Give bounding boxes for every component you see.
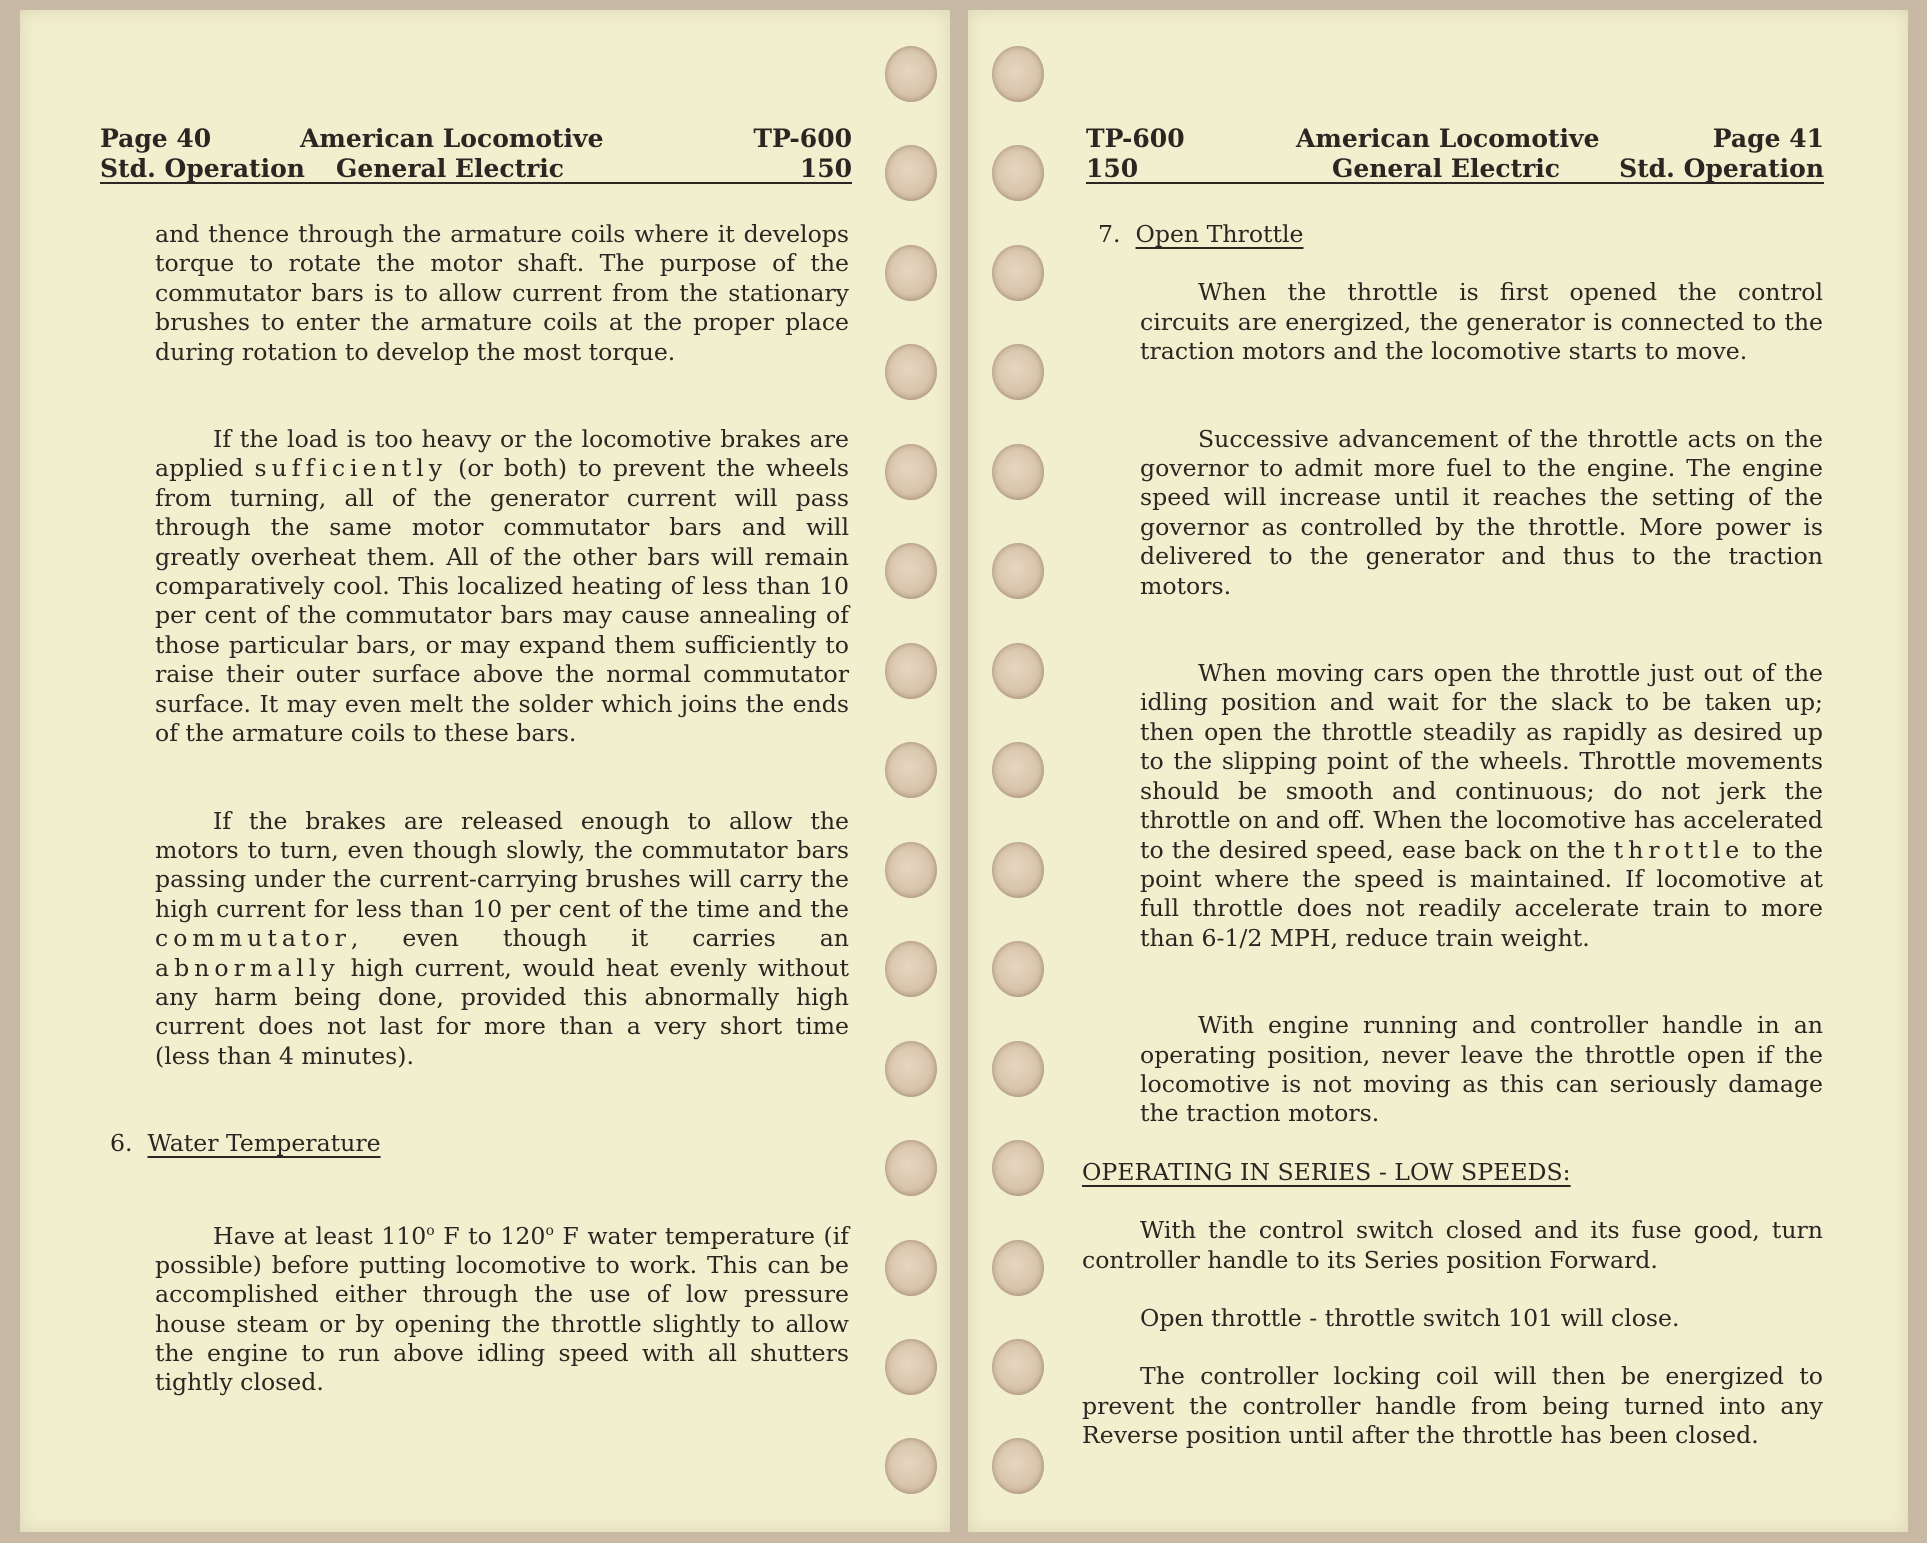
- paragraph: Have at least 110$^o$ F to 120$^o$ F water temperature (if possible) before putting locomotive to work. This can be accomplished either through the use of low pressure house steam or by opening the throttle slightly to allow the engine to run above idling speed with all shutters tightly closed.: [155, 1221, 850, 1397]
- binding-hole: [885, 1240, 937, 1296]
- header-title: American Locomotive: [1296, 124, 1600, 153]
- left-page: [20, 10, 950, 1532]
- paragraph: and thence through the armature coils where it develops torque to rotate the motor shaft. The purpose of the commutator bars is to allow current from the stationary brushes to enter the armature coils at the proper place during rotation to develop the most torque.: [155, 220, 849, 366]
- section-heading: 7. Open Throttle: [1098, 220, 1304, 248]
- binding-hole: [885, 1438, 937, 1494]
- model-number: TP-600: [753, 124, 852, 153]
- binding-hole: [992, 1438, 1044, 1494]
- paragraph: With engine running and controller handle in an operating position, never leave the throttle open if the locomotive is not moving as this can seriously damage the traction motors.: [1140, 1011, 1823, 1128]
- page-header: [1086, 110, 1824, 184]
- series-heading: OPERATING IN SERIES - LOW SPEEDS:: [1082, 1157, 1571, 1186]
- binding-hole: [992, 941, 1044, 997]
- binding-holes-right: [992, 10, 1052, 1532]
- binding-hole: [885, 1339, 937, 1395]
- binding-hole: [992, 344, 1044, 400]
- paragraph: If the load is too heavy or the locomotive brakes are applied sufficiently (or both) to prevent the wheels from turning, all of the generator current will pass through the same motor commutator bars and will greatly overheat them. All of the other bars will remain comparatively cool. This localized heating of less than 10 per cent of the commutator bars may cause annealing of those particular bars, or may expand them sufficiently to raise their outer surface above the normal commutator surface. It may even melt the solder which joins the ends of the armature coils to these bars.: [155, 425, 849, 748]
- paragraph: Successive advancement of the throttle acts on the governor to admit more fuel to the engine. The engine speed will increase until it reaches the setting of the governor as controlled by the throttle. More power is delivered to the generator and thus to the traction motors.: [1140, 424, 1823, 600]
- page-number: Page 41: [1712, 124, 1824, 153]
- section-heading: 6. Water Temperature: [110, 1129, 381, 1158]
- model-number: TP-600: [1086, 124, 1185, 153]
- paragraph: Open throttle - throttle switch 101 will close.: [1140, 1303, 1680, 1332]
- binding-hole: [992, 1140, 1044, 1196]
- left-body: [110, 220, 850, 1398]
- paragraph: The controller locking coil will then be energized to prevent the controller handle from being turned into any Reverse position until after the throttle has been closed.: [1082, 1362, 1823, 1450]
- section-label: Std. Operation: [1619, 154, 1824, 183]
- right-body: [1082, 220, 1823, 1451]
- binding-hole: [992, 245, 1044, 301]
- paragraph: If the brakes are released enough to allow the motors to turn, even though slowly, the commutator bars passing under the current-carrying brushes will carry the high current for less than 10 per cent of the time and the commutator, even though it carries an abnormally high current, would heat evenly without any harm being done, provided this abnormally high current does not last for more than a very short time (less than 4 minutes).: [155, 806, 849, 1070]
- paragraph: With the control switch closed and its fuse good, turn controller handle to its Series position Forward.: [1082, 1216, 1823, 1274]
- section-label: Std. Operation: [100, 154, 305, 183]
- binding-hole: [992, 145, 1044, 201]
- binding-hole: [992, 842, 1044, 898]
- right-page: [968, 10, 1908, 1532]
- binding-hole: [992, 1339, 1044, 1395]
- binding-hole: [885, 46, 937, 102]
- spaced-word: throttle: [1613, 835, 1745, 864]
- header-subtitle: General Electric: [1331, 154, 1561, 183]
- spaced-word: sufficiently: [254, 454, 448, 483]
- binding-hole: [992, 643, 1044, 699]
- paragraph: When moving cars open the throttle just out of the idling position and wait for the slack to be taken up; then open the throttle steadily as rapidly as desired up to the slipping point of the wheels. Throttle movements should be smooth and continuous; do not jerk the throttle on and off. When the locomotive has accelerated to the desired speed, ease back on the throttle to the point where the speed is maintained. If locomotive at full throttle does not readily accelerate train to more than 6-1/2 MPH, reduce train weight.: [1140, 659, 1823, 952]
- binding-hole: [885, 941, 937, 997]
- binding-holes-left: [885, 10, 945, 1532]
- binding-hole: [885, 145, 937, 201]
- unit-number: 150: [799, 154, 852, 183]
- binding-hole: [885, 842, 937, 898]
- binding-hole: [885, 643, 937, 699]
- unit-number: 150: [1086, 154, 1139, 183]
- binding-hole: [885, 1140, 937, 1196]
- binding-hole: [992, 46, 1044, 102]
- binding-hole: [885, 742, 937, 798]
- binding-hole: [992, 1240, 1044, 1296]
- spaced-word: abnormally: [155, 953, 340, 982]
- binding-hole: [885, 444, 937, 500]
- binding-hole: [885, 1041, 937, 1097]
- binding-hole: [992, 742, 1044, 798]
- paragraph: When the throttle is first opened the control circuits are energized, the generator is connected to the traction motors and the locomotive starts to move.: [1140, 278, 1823, 366]
- spaced-word: commutator: [155, 924, 351, 953]
- header-title: American Locomotive: [300, 124, 604, 153]
- binding-hole: [992, 444, 1044, 500]
- header-subtitle: General Electric: [335, 154, 565, 183]
- binding-hole: [992, 543, 1044, 599]
- page-header: [100, 110, 852, 184]
- binding-hole: [885, 245, 937, 301]
- binding-hole: [885, 543, 937, 599]
- binding-hole: [885, 344, 937, 400]
- page-number: Page 40: [100, 124, 212, 153]
- binding-hole: [992, 1041, 1044, 1097]
